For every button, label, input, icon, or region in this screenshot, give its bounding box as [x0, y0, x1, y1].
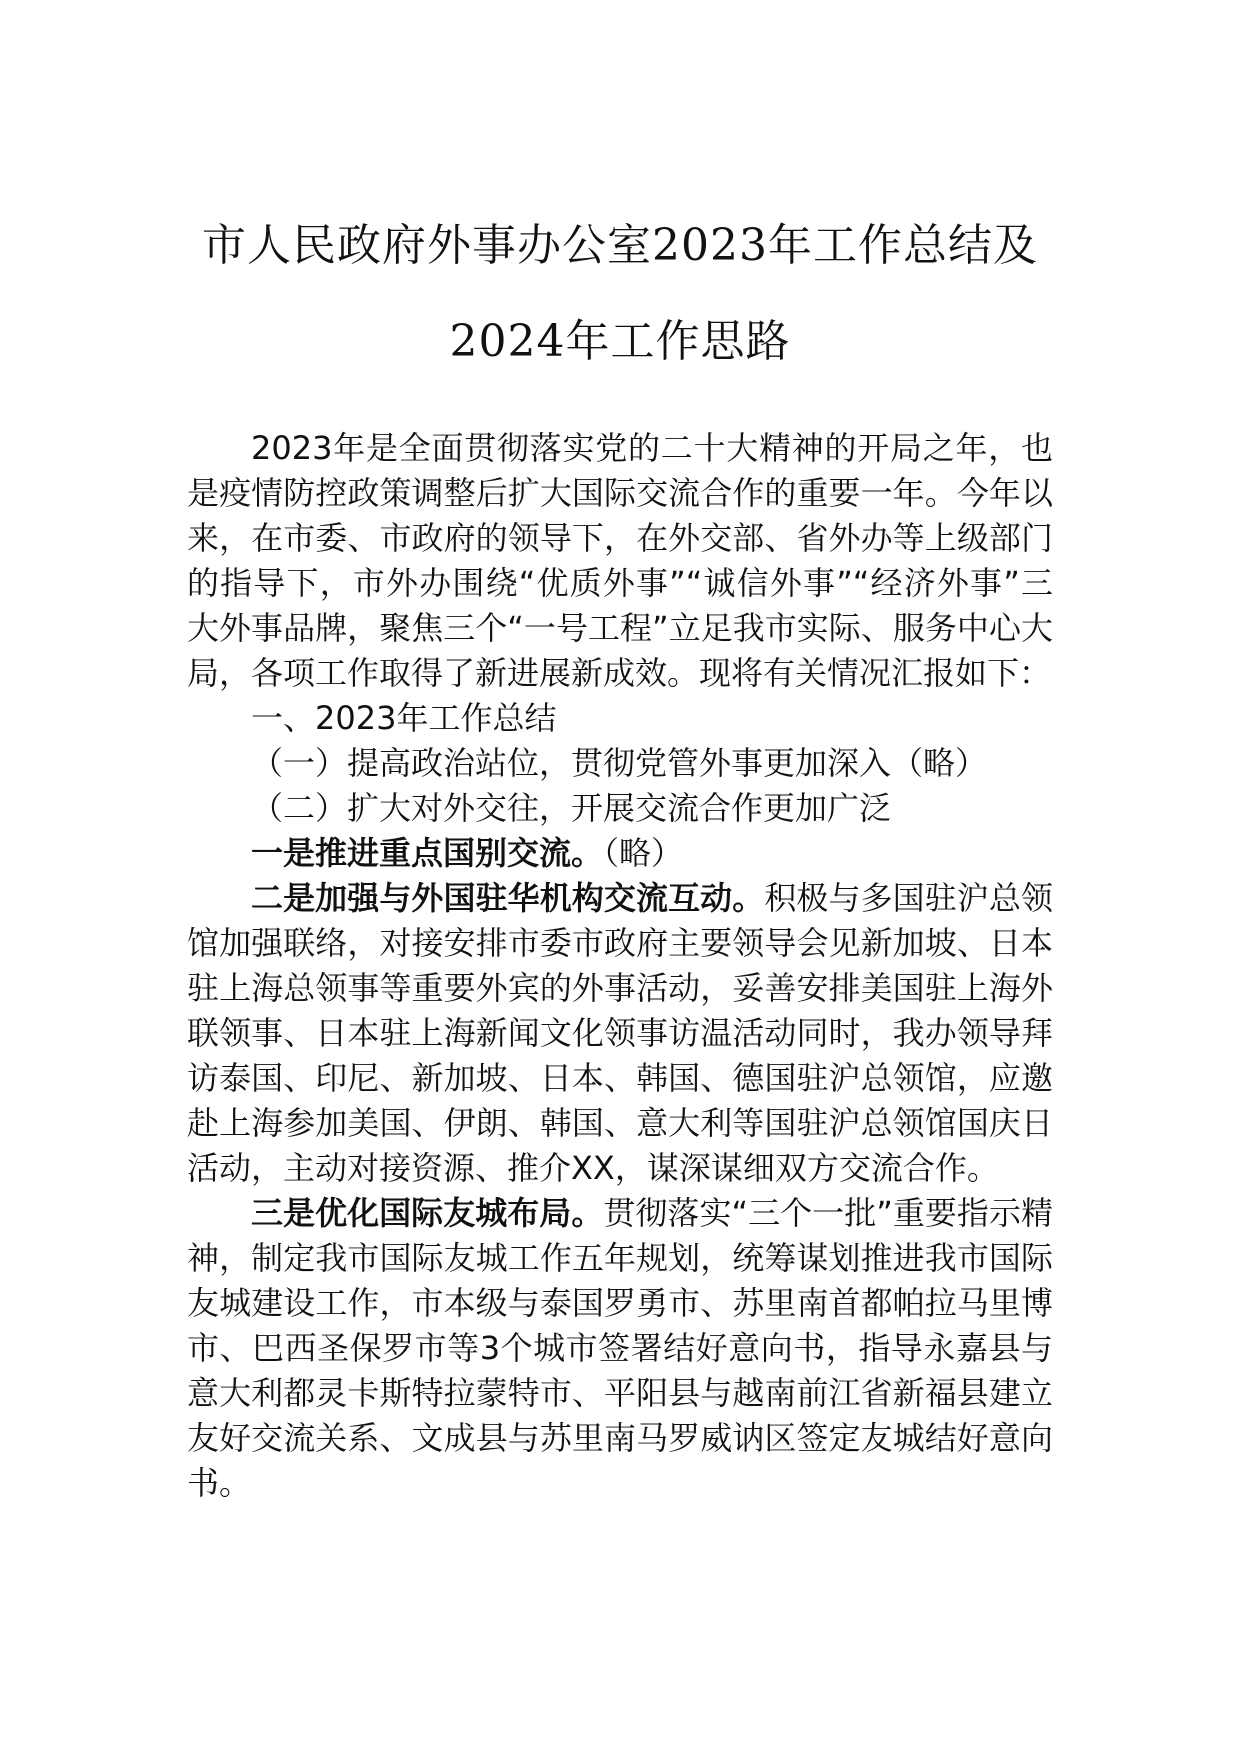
item-paragraph-1	[187, 831, 1053, 876]
document-title-line-1: 市人民政府外事办公室2023年工作总结及	[202, 220, 1038, 271]
item-text-1: （略）	[603, 834, 684, 872]
subsection-heading-1: （一）提高政治站位，贯彻党管外事更加深入（略）	[251, 744, 988, 782]
document-title-line-2: 2024年工作思路	[449, 316, 791, 367]
item-lead-1: 一是推进重点国别交流。	[251, 834, 604, 872]
section-heading: 一、2023年工作总结	[251, 699, 557, 737]
item-paragraph-3	[187, 1191, 1053, 1506]
document-body	[187, 426, 1053, 1506]
item-lead-2: 二是加强与外国驻华机构交流互动。	[251, 879, 765, 917]
item-text-3: 贯彻落实“三个一批”重要指示精神，制定我市国际友城工作五年规划，统筹谋划推进我市国际友城建设工作，市本级与泰国罗勇市、苏里南首都帕拉马里博市、巴西圣保罗市等3个城市签署结好意向书，指导永嘉县与意大利都灵卡斯特拉蒙特市、平阳县与越南前江省新福县建立友好交流关系、文成县与苏里南马罗威讷区签定友城结好意向书。	[187, 1194, 1053, 1502]
intro-paragraph: 2023年是全面贯彻落实党的二十大精神的开局之年，也是疫情防控政策调整后扩大国际交流合作的重要一年。今年以来，在市委、市政府的领导下，在外交部、省外办等上级部门的指导下，市外办围绕“优质外事”“诚信外事”“经济外事”三大外事品牌，聚焦三个“一号工程”立足我市实际、服务中心大局，各项工作取得了新进展新成效。现将有关情况汇报如下：	[187, 429, 1053, 692]
subsection-heading-2: （二）扩大对外交往，开展交流合作更加广泛	[251, 789, 892, 827]
item-lead-3: 三是优化国际友城布局。	[251, 1194, 604, 1232]
item-text-2: 积极与多国驻沪总领馆加强联络，对接安排市委市政府主要领导会见新加坡、日本驻上海总领事等重要外宾的外事活动，妥善安排美国驻上海外联领事、日本驻上海新闻文化领事访温活动同时，我办领导拜访泰国、印尼、新加坡、日本、韩国、德国驻沪总领馆，应邀赴上海参加美国、伊朗、韩国、意大利等国驻沪总领馆国庆日活动，主动对接资源、推介XX，谋深谋细双方交流合作。	[187, 879, 1053, 1187]
item-paragraph-2	[187, 876, 1053, 1191]
